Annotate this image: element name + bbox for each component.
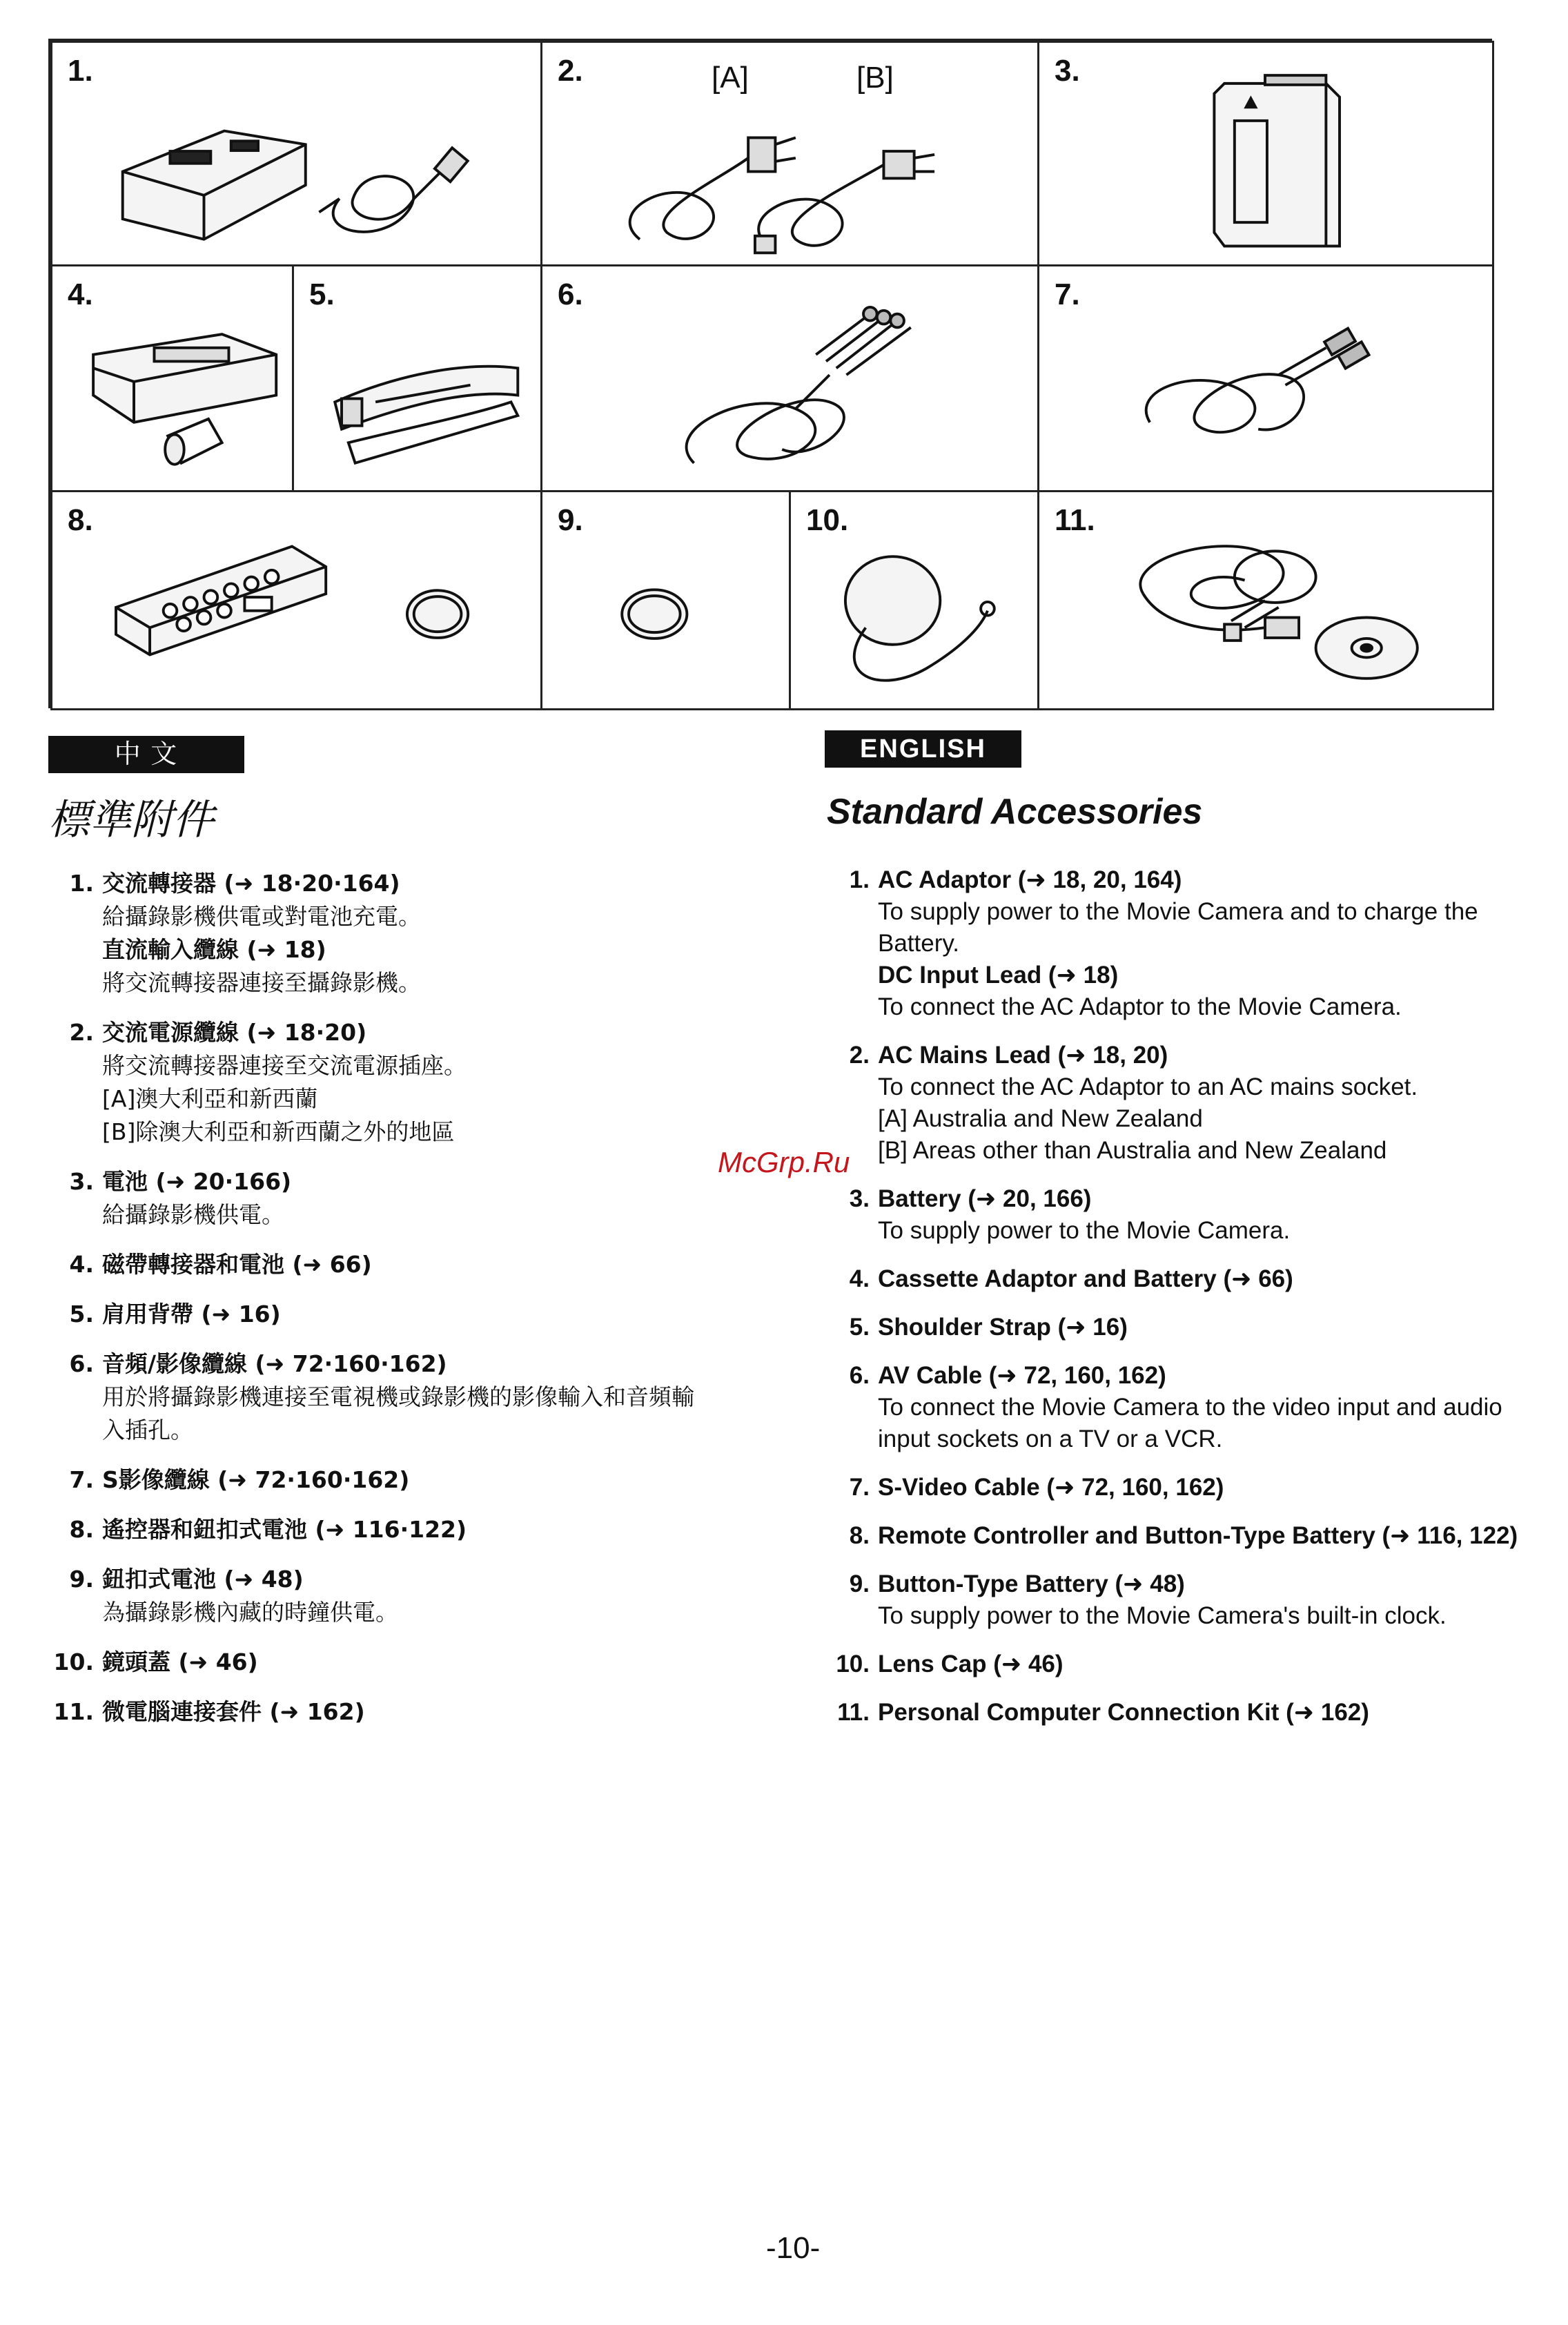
- chinese-accessory-list: [46, 867, 749, 1745]
- list-item: 9. Button-Type Battery (➜ 48) To supply power to the Movie Camera's built-in clock.: [849, 1570, 1447, 1629]
- accessory-cell-8: [50, 490, 542, 710]
- list-item: 8. Remote Controller and Button-Type Battery (➜ 116, 122): [849, 1522, 1518, 1549]
- list-item: 1. 交流轉接器 (➜ 18·20·164) 給攝錄影機供電或對電池充電。 直流輸入纜線 (➜ 18) 將交流轉接器連接至攝錄影機。: [69, 870, 421, 996]
- list-item: 2. AC Mains Lead (➜ 18, 20) To connect the AC Adaptor to an AC mains socket. [A] Australia and New Zealand [B] Areas other than Australia and New Zealand: [849, 1042, 1418, 1164]
- accessory-cell-11: [1037, 490, 1494, 710]
- list-item: 11. Personal Computer Connection Kit (➜ 162): [837, 1699, 1369, 1726]
- button-battery-illustration: [542, 492, 789, 708]
- cell-number: 11.: [1055, 503, 1095, 537]
- list-item: 7. S-Video Cable (➜ 72, 160, 162): [849, 1474, 1224, 1501]
- variant-label-b: [B]: [856, 61, 894, 95]
- cell-number: 7.: [1055, 278, 1080, 311]
- english-accessory-list: [821, 864, 1539, 1745]
- accessory-cell-6: [540, 264, 1039, 492]
- list-item: 4. 磁帶轉接器和電池 (➜ 66): [69, 1251, 372, 1278]
- cell-number: 6.: [558, 278, 583, 311]
- english-section-title: Standard Accessories: [827, 792, 1203, 832]
- accessory-cell-7: [1037, 264, 1494, 492]
- list-item: 3. Battery (➜ 20, 166) To supply power to the Movie Camera.: [849, 1185, 1291, 1244]
- list-item: 6. 音頻/影像纜線 (➜ 72·160·162) 用於將攝錄影機連接至電視機或錄影機的影像輸入和音頻輸 入插孔。: [69, 1350, 694, 1443]
- cell-number: 5.: [309, 278, 335, 311]
- cell-number: 4.: [68, 278, 93, 311]
- list-item: 7. S影像纜線 (➜ 72·160·162): [69, 1466, 410, 1493]
- accessory-cell-2: [540, 41, 1039, 266]
- accessory-cell-3: [1037, 41, 1494, 266]
- list-item: 10. 鏡頭蓋 (➜ 46): [53, 1648, 258, 1675]
- battery-illustration: [1039, 43, 1492, 264]
- list-item: 11. 微電腦連接套件 (➜ 162): [53, 1698, 365, 1725]
- cell-number: 8.: [68, 503, 93, 537]
- ac-adaptor-illustration: [52, 43, 540, 264]
- accessory-cell-9: [540, 490, 791, 710]
- cell-number: 9.: [558, 503, 583, 537]
- accessory-cell-4: [50, 264, 294, 492]
- accessory-cell-1: [50, 41, 542, 266]
- list-item: 5. 肩用背帶 (➜ 16): [69, 1301, 281, 1327]
- s-video-cable-illustration: [1039, 266, 1492, 490]
- watermark: McGrp.Ru: [718, 1146, 850, 1178]
- list-item: 10. Lens Cap (➜ 46): [836, 1651, 1064, 1677]
- english-language-tag: ENGLISH: [825, 730, 1021, 768]
- list-item: 3. 電池 (➜ 20·166) 給攝錄影機供電。: [69, 1168, 292, 1228]
- accessory-cell-5: [292, 264, 542, 492]
- accessory-cell-10: [789, 490, 1039, 710]
- lens-cap-illustration: [791, 492, 1037, 708]
- av-cable-illustration: [542, 266, 1037, 490]
- chinese-section-title: 標準附件: [48, 796, 214, 844]
- cell-number: 10.: [806, 503, 849, 537]
- list-item: 9. 鈕扣式電池 (➜ 48) 為攝錄影機內藏的時鐘供電。: [69, 1566, 398, 1626]
- list-item: 6. AV Cable (➜ 72, 160, 162) To connect the Movie Camera to the video input and audio input sockets on a TV or a VCR.: [849, 1362, 1502, 1452]
- cell-number: 1.: [68, 54, 93, 88]
- pc-connection-kit-illustration: [1039, 492, 1492, 708]
- chinese-language-tag: 中 文: [48, 736, 244, 773]
- list-item: 2. 交流電源纜線 (➜ 18·20) 將交流轉接器連接至交流電源插座。 [A]澳大利亞和新西蘭 [B]除澳大利亞和新西蘭之外的地區: [69, 1019, 467, 1145]
- list-item: 8. 遙控器和鈕扣式電池 (➜ 116·122): [69, 1516, 467, 1543]
- accessory-grid: [48, 39, 1492, 708]
- page-number: -10-: [766, 2231, 821, 2265]
- cell-number: 2.: [558, 54, 583, 88]
- list-item: 4. Cassette Adaptor and Battery (➜ 66): [849, 1265, 1293, 1292]
- shoulder-strap-illustration: [294, 266, 540, 490]
- cassette-adaptor-illustration: [52, 266, 292, 490]
- ac-mains-lead-illustration: [542, 43, 1037, 264]
- variant-label-a: [A]: [712, 61, 749, 95]
- list-item: 5. Shoulder Strap (➜ 16): [849, 1314, 1128, 1341]
- remote-controller-illustration: [52, 492, 540, 708]
- list-item: 1. AC Adaptor (➜ 18, 20, 164) To supply power to the Movie Camera and to charge the Battery. DC Input Lead (➜ 18) To connect the AC Adaptor to the Movie Camera.: [849, 866, 1478, 1020]
- cell-number: 3.: [1055, 54, 1080, 88]
